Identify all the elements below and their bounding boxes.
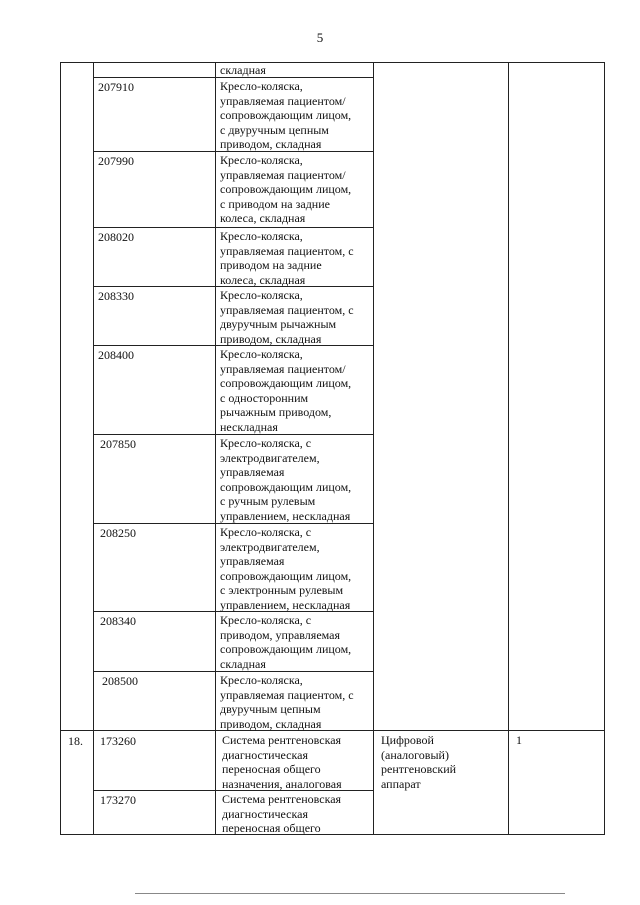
code-cell: 208250 <box>100 526 136 540</box>
name-cell: Система рентгеновская диагностическая переносная общего <box>222 792 342 836</box>
code-cell: 173260 <box>100 734 136 748</box>
code-cell: 207910 <box>98 80 134 94</box>
code-cell: 208330 <box>98 289 134 303</box>
table-border-right <box>604 62 605 835</box>
device-type-cell: Цифровой (аналоговый) рентгеновский аппарат <box>381 733 457 791</box>
code-cell: 208020 <box>98 230 134 244</box>
code-cell: 208340 <box>100 614 136 628</box>
name-cell: Кресло-коляска, с электродвигателем, управляемая сопровождающим лицом, с ручным рулевым управлением, нескладная <box>220 436 352 523</box>
name-cell: Система рентгеновская диагностическая переносная общего назначения, аналоговая <box>222 733 342 791</box>
name-cell: Кресло-коляска, управляемая пациентом/ сопровождающим лицом, с односторонним рычажным приводом, нескладная <box>220 347 352 434</box>
quantity-cell: 1 <box>516 733 522 747</box>
table-border-left <box>60 62 61 835</box>
code-cell: 207990 <box>98 154 134 168</box>
table-border-top <box>60 62 605 63</box>
row-divider <box>93 227 373 228</box>
code-cell: 207850 <box>100 437 136 451</box>
name-cell: Кресло-коляска, с приводом, управляемая сопровождающим лицом, складная <box>220 613 352 671</box>
name-cell: Кресло-коляска, управляемая пациентом, с двуручным рычажным приводом, складная <box>220 288 354 346</box>
name-cell: Кресло-коляска, с электродвигателем, управляемая сопровождающим лицом, с электронным рулевым управлением, нескладная <box>220 525 352 612</box>
column-divider-type <box>508 62 509 835</box>
code-cell: 208400 <box>98 348 134 362</box>
name-cell: Кресло-коляска, управляемая пациентом/ сопровождающим лицом, с приводом на задние колеса, складная <box>220 153 352 226</box>
item-number-cell: 18. <box>68 734 83 748</box>
name-cell: Кресло-коляска, управляемая пациентом/ сопровождающим лицом, с двуручным цепным приводом, складная <box>220 79 352 152</box>
code-cell: 173270 <box>100 793 136 807</box>
name-cell: складная <box>220 63 266 77</box>
column-divider-code <box>215 62 216 835</box>
page-number: 5 <box>316 30 324 45</box>
name-cell: Кресло-коляска, управляемая пациентом, с приводом на задние колеса, складная <box>220 229 354 287</box>
code-cell: 208500 <box>102 674 138 688</box>
page-bottom-edge <box>135 893 565 894</box>
column-divider-number <box>93 62 94 835</box>
column-divider-name <box>373 62 374 835</box>
name-cell: Кресло-коляска, управляемая пациентом, с двуручным цепным приводом, складная <box>220 673 354 731</box>
